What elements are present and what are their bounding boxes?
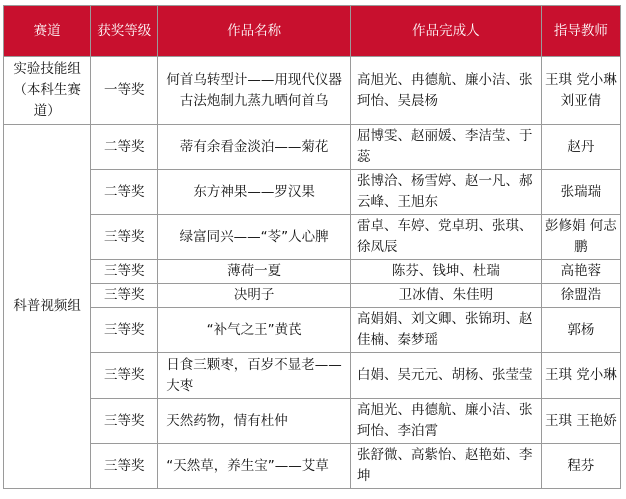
people-cell: 白娟、吴元元、胡杨、张莹莹: [351, 353, 542, 399]
title-cell: “补气之王”黄芪: [158, 308, 351, 353]
title-cell: 绿富同兴——“苓”人心脾: [158, 215, 351, 260]
title-cell: 薄荷一夏: [158, 260, 351, 284]
awards-table: [3, 5, 621, 489]
people-cell: 高旭光、冉德航、廉小洁、张珂怡、吴晨杨: [351, 57, 542, 125]
table-header-row: [4, 6, 621, 57]
table-row: [4, 444, 621, 489]
track-cell: 实验技能组（本科生赛道）: [4, 57, 91, 125]
awards-table-container: [3, 5, 621, 495]
teacher-cell: 彭修娟 何志鹏: [541, 215, 620, 260]
table-row: [4, 308, 621, 353]
award-cell: 三等奖: [91, 308, 158, 353]
title-cell: “天然草，养生宝”——艾草: [158, 444, 351, 489]
people-cell: 张博洽、杨雪婷、赵一凡、郝云峰、王旭东: [351, 170, 542, 215]
teacher-cell: 赵丹: [541, 125, 620, 170]
header-advisor: 指导教师: [541, 6, 620, 57]
people-cell: 张舒微、高紫怡、赵艳茹、李坤: [351, 444, 542, 489]
table-row: [4, 125, 621, 170]
award-cell: 三等奖: [91, 353, 158, 399]
teacher-cell: 王琪 党小琳: [541, 353, 620, 399]
people-cell: 雷卓、车婷、党卓玥、张琪、徐凤辰: [351, 215, 542, 260]
teacher-cell: 程芬: [541, 444, 620, 489]
award-cell: 三等奖: [91, 399, 158, 444]
teacher-cell: 王琪 王艳娇: [541, 399, 620, 444]
teacher-cell: 张瑞瑞: [541, 170, 620, 215]
table-row: [4, 399, 621, 444]
table-row: [4, 284, 621, 308]
header-completers: 作品完成人: [351, 6, 542, 57]
table-row: [4, 57, 621, 125]
title-cell: 何首乌转型计——用现代仪器古法炮制九蒸九晒何首乌: [158, 57, 351, 125]
track-cell: 科普视频组: [4, 125, 91, 489]
title-cell: 蒂有余看金淡泊——菊花: [158, 125, 351, 170]
people-cell: 高娟娟、刘文卿、张锦玥、赵佳楠、秦梦瑶: [351, 308, 542, 353]
people-cell: 卫冰倩、朱佳明: [351, 284, 542, 308]
people-cell: 屈博雯、赵丽媛、李洁莹、于蕊: [351, 125, 542, 170]
award-cell: 三等奖: [91, 215, 158, 260]
title-cell: 东方神果——罗汉果: [158, 170, 351, 215]
table-row: [4, 215, 621, 260]
people-cell: 高旭光、冉德航、廉小洁、张珂怡、李泊霄: [351, 399, 542, 444]
title-cell: 日食三颗枣，百岁不显老——大枣: [158, 353, 351, 399]
table-row: [4, 260, 621, 284]
award-cell: 三等奖: [91, 444, 158, 489]
table-row: [4, 353, 621, 399]
award-cell: 一等奖: [91, 57, 158, 125]
people-cell: 陈芬、钱坤、杜瑞: [351, 260, 542, 284]
header-work-title: 作品名称: [158, 6, 351, 57]
award-cell: 二等奖: [91, 170, 158, 215]
title-cell: 天然药物，情有杜仲: [158, 399, 351, 444]
title-cell: 决明子: [158, 284, 351, 308]
award-cell: 三等奖: [91, 284, 158, 308]
teacher-cell: 高艳蓉: [541, 260, 620, 284]
teacher-cell: 郭杨: [541, 308, 620, 353]
header-award-level: 获奖等级: [91, 6, 158, 57]
table-row: [4, 170, 621, 215]
award-cell: 三等奖: [91, 260, 158, 284]
teacher-cell: 王琪 党小琳 刘亚倩: [541, 57, 620, 125]
header-track: 赛道: [4, 6, 91, 57]
award-cell: 二等奖: [91, 125, 158, 170]
teacher-cell: 徐盟浩: [541, 284, 620, 308]
